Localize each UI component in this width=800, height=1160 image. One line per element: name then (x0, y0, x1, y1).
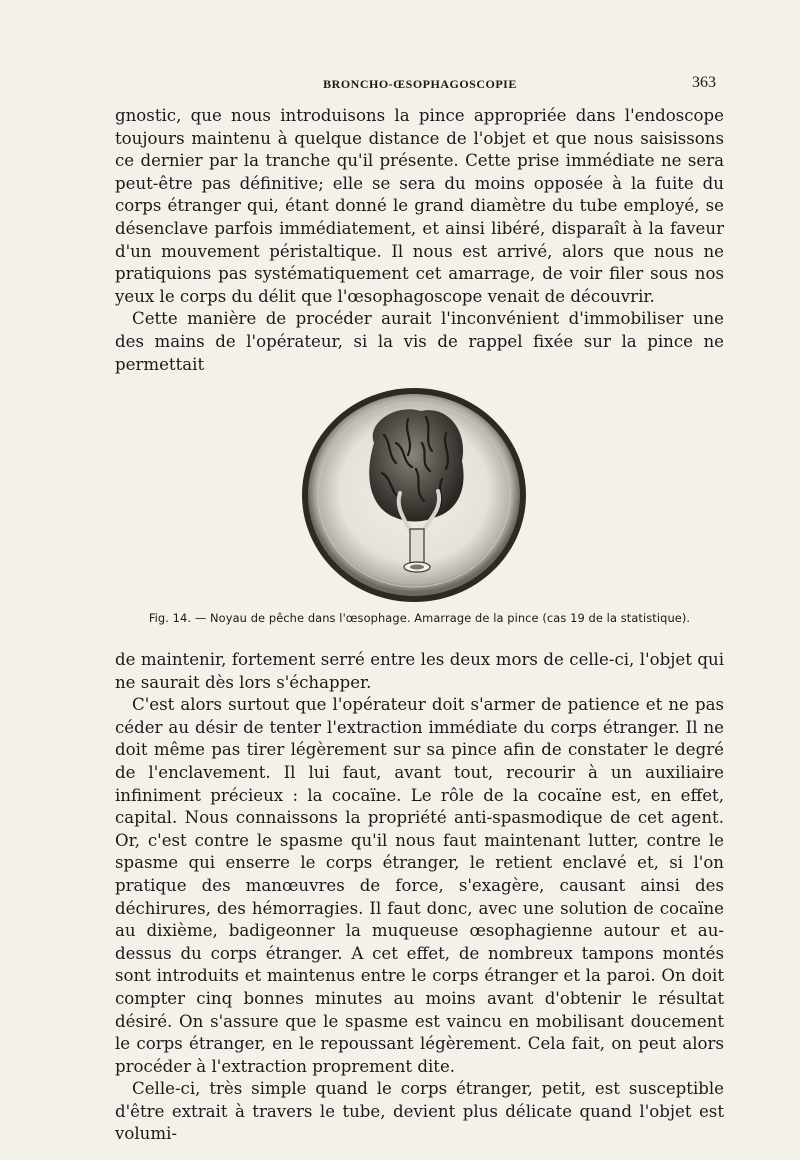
peach-stone (369, 409, 463, 521)
paragraph: Celle-ci, très simple quand le corps étranger, petit, est susceptible d'être extrait à travers le tube, devient plus délicate quand l'objet est volumi- (115, 1079, 724, 1144)
paragraph: gnostic, que nous introduisons la pince appropriée dans l'endoscope toujours maintenu à quelque distance de l'objet et que nous saisissons ce dernier par la tranche qu'il présente. Cette prise immédiate ne sera peut-être pas définitive; elle se sera du moins opposée à la fuite du corps étranger qui, étant donné le grand diamètre du tube employé, se désenclave parfois immédiatement, et ainsi libéré, disparaît à la faveur d'un mouvement péristaltique. Il nous est arrivé, alors que nous ne pratiquions pas systématiquement cet amarrage, de voir filer sous nos yeux le corps du délit que l'œsophagoscope venait de découvrir. (115, 106, 724, 306)
figure-caption (115, 611, 724, 625)
paragraph: C'est alors surtout que l'opérateur doit s'armer de patience et ne pas céder au désir de tenter l'extraction immédiate du corps étranger. Il ne doit même pas tirer légèrement sur sa pince afin de constater le degré de l'enclavement. Il lui faut, avant tout, recourir à un auxiliaire infiniment précieux : la cocaïne. Le rôle de la cocaïne est, en effet, capital. Nous connaissons la propriété anti-spasmodique de cet agent. Or, c'est contre le spasme qu'il nous faut maintenant lutter, contre le spasme qui enserre le corps étranger, le retient enclavé et, si l'on pratique des manœuvres de force, s'exagère, causant ainsi des déchirures, des hémorragies. Il faut donc, avec une solution de cocaïne au dixième, badigeonner la muqueuse œsophagienne autour et au-dessus du corps étranger. A cet effet, de nombreux tampons montés sont introduits et maintenus entre le corps étranger et la paroi. On doit compter cinq bonnes minutes au moins avant d'obtenir le résultat désiré. On s'assure que le spasme est vaincu en mobilisant doucement le corps étranger, en le repoussant légèrement. Cela fait, on peut alors procéder à l'extraction proprement dite. (115, 695, 724, 1076)
figure-label: Fig. 14. (148, 611, 192, 625)
body-text-bottom (115, 649, 724, 1146)
running-title: BRONCHO-ŒSOPHAGOSCOPIE (323, 77, 517, 91)
figure-caption-text: — Noyau de pêche dans l'œsophage. Amarrage de la pince (cas 19 de la statistique). (194, 611, 691, 625)
esophagus-illustration (296, 383, 536, 609)
paragraph: de maintenir, fortement serré entre les deux mors de celle-ci, l'objet qui ne saurait dès lors s'échapper. (115, 650, 724, 692)
paragraph: Cette manière de procéder aurait l'inconvénient d'immobiliser une des mains de l'opérateur, si la vis de rappel fixée sur la pince ne permettait (115, 309, 724, 374)
tube-lumen (410, 565, 424, 570)
body-text-top (115, 105, 724, 376)
running-head (120, 74, 720, 96)
page-number: 363 (692, 74, 716, 91)
figure-endoscopic-view (296, 383, 536, 609)
forceps-shaft (410, 529, 424, 565)
